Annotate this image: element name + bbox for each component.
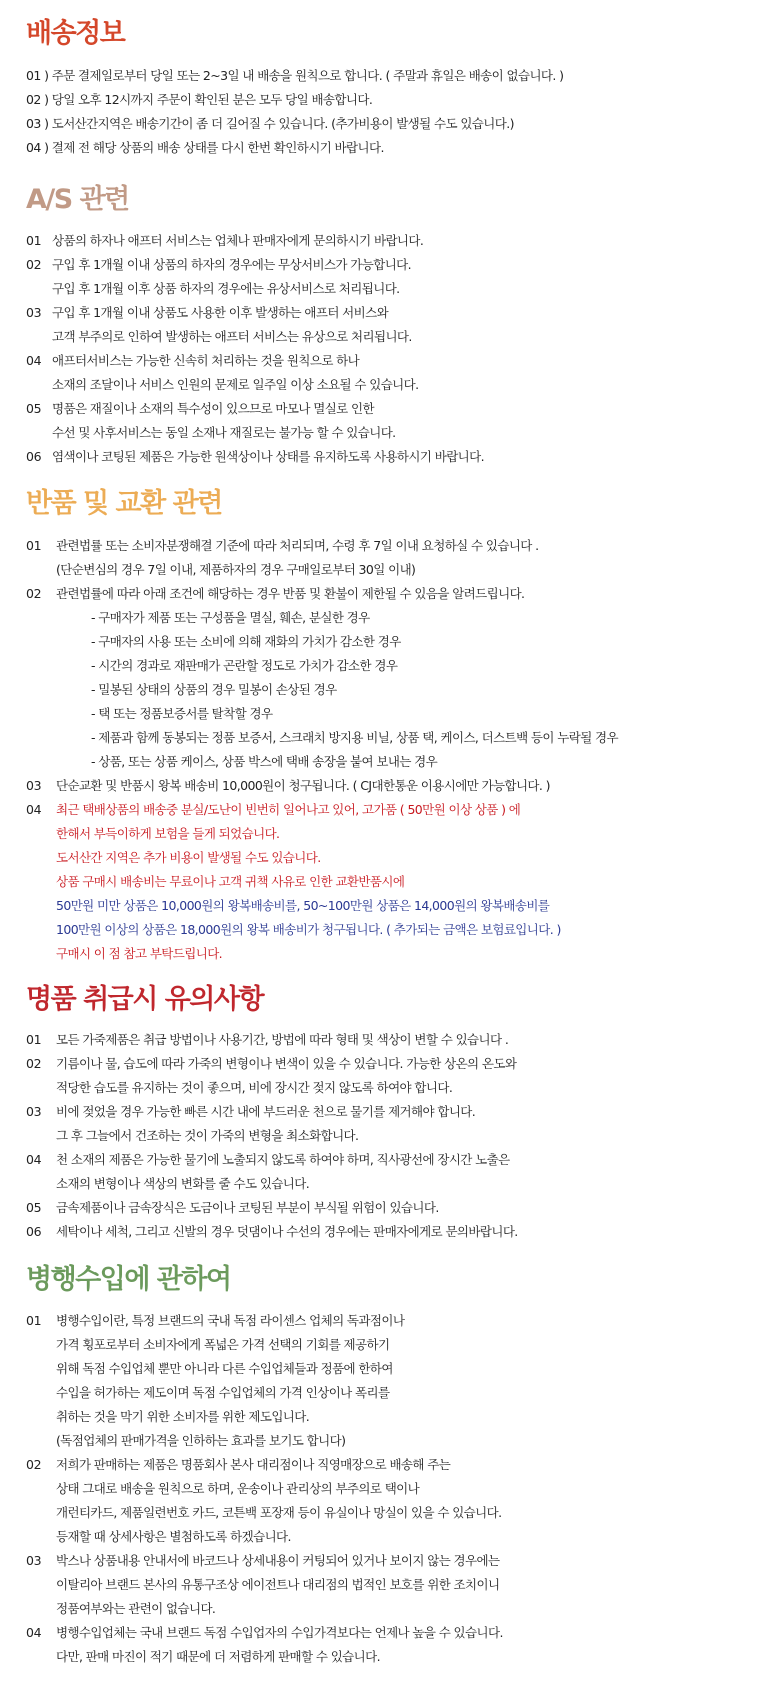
shipping-item-2: 02 ) 당일 오후 12시까지 주문이 확인된 분은 모두 당일 배송합니다. [26,92,373,107]
returns-number-2: 02 [26,586,42,601]
luxury-line-4: 비에 젖었을 경우 가능한 빠른 시간 내에 부드러운 천으로 물기를 제거해야 합니다. [56,1104,476,1119]
parallel-line-10: 등재할 때 상세사항은 별첨하도록 하겠습니다. [56,1529,291,1544]
luxury-title: 명품 취급시 유의사항 [26,984,264,1015]
returns-notice-5: 구매시 이 점 참고 부탁드립니다. [56,946,223,961]
parallel-line-1: 병행수입이란, 특정 브랜드의 국내 독점 라이센스 업체의 독과점이나 [56,1313,405,1328]
luxury-number-6: 06 [26,1224,42,1239]
returns-notice-3: 도서산간 지역은 추가 비용이 발생될 수도 있습니다. [56,850,321,865]
returns-number-1: 01 [26,538,42,553]
luxury-line-7: 소재의 변형이나 색상의 변화를 줄 수도 있습니다. [56,1176,310,1191]
shipping-title: 배송정보 [26,18,125,49]
parallel-line-3: 위해 독점 수입업체 뿐만 아니라 다른 수입업체들과 정품에 한하여 [56,1361,393,1376]
as-line-3: 구입 후 1개월 이후 상품 하자의 경우에는 유상서비스로 처리됩니다. [52,281,400,296]
parallel-number-1: 01 [26,1313,42,1328]
as-line-2: 구입 후 1개월 이내 상품의 하자의 경우에는 무상서비스가 가능합니다. [52,257,412,272]
luxury-number-1: 01 [26,1032,42,1047]
returns-notice-1: 최근 택배상품의 배송중 분실/도난이 빈번히 일어나고 있어, 고가품 ( 50만원 이상 상품 ) 에 [56,802,521,817]
returns-line-4: 단순교환 및 반품시 왕복 배송비 10,000원이 청구됩니다. ( CJ대한통운 이용시에만 가능합니다. ) [56,778,550,793]
luxury-number-3: 03 [26,1104,42,1119]
parallel-line-4: 수입을 허가하는 제도이며 독점 수입업체의 가격 인상이나 폭리를 [56,1385,390,1400]
returns-number-3: 03 [26,778,42,793]
shipping-item-4: 04 ) 결제 전 해당 상품의 배송 상태를 다시 한번 확인하시기 바랍니다. [26,140,384,155]
parallel-title: 병행수입에 관하여 [26,1264,231,1295]
parallel-line-14: 병행수입업체는 국내 브랜드 독점 수입업자의 수입가격보다는 언제나 높을 수 있습니다. [56,1625,503,1640]
luxury-line-1: 모든 가죽제품은 취급 방법이나 사용기간, 방법에 따라 형태 및 색상이 변할 수 있습니다 . [56,1032,509,1047]
as-line-1: 상품의 하자나 애프터 서비스는 업체나 판매자에게 문의하시기 바랍니다. [52,233,424,248]
returns-notice-4: 상품 구매시 배송비는 무료이나 고객 귀책 사유로 인한 교환반품시에 [56,874,405,889]
luxury-number-4: 04 [26,1152,42,1167]
parallel-line-12: 이탈리아 브랜드 본사의 유통구조상 에이전트나 대리점의 법적인 보호를 위한 조치이니 [56,1577,500,1592]
returns-line-2: (단순변심의 경우 7일 이내, 제품하자의 경우 구매일로부터 30일 이내) [56,562,416,577]
as-line-5: 고객 부주의로 인하여 발생하는 애프터 서비스는 유상으로 처리됩니다. [52,329,412,344]
returns-condition-5: - 택 또는 정품보증서를 탈착할 경우 [91,706,273,721]
luxury-line-5: 그 후 그늘에서 건조하는 것이 가죽의 변형을 최소화합니다. [56,1128,359,1143]
luxury-line-2: 기름이나 물, 습도에 따라 가죽의 변형이나 변색이 있을 수 있습니다. 가능한 상온의 온도와 [56,1056,517,1071]
returns-condition-4: - 밀봉된 상태의 상품의 경우 밀봉이 손상된 경우 [91,682,337,697]
parallel-line-6: (독점업체의 판매가격을 인하하는 효과를 보기도 합니다) [56,1433,346,1448]
as-number-1: 01 [26,233,42,248]
luxury-line-8: 금속제품이나 금속장식은 도금이나 코팅된 부분이 부식될 위험이 있습니다. [56,1200,439,1215]
as-line-7: 소재의 조달이나 서비스 인원의 문제로 일주일 이상 소요될 수 있습니다. [52,377,419,392]
shipping-item-3: 03 ) 도서산간지역은 배송기간이 좀 더 길어질 수 있습니다. (추가비용이 발생될 수도 있습니다.) [26,116,514,131]
as-number-4: 04 [26,353,42,368]
returns-fee-1: 50만원 미만 상품은 10,000원의 왕복배송비를, 50~100만원 상품은 14,000원의 왕복배송비를 [56,898,550,913]
as-line-10: 염색이나 코팅된 제품은 가능한 원색상이나 상태를 유지하도록 사용하시기 바랍니다. [52,449,484,464]
parallel-number-4: 04 [26,1625,42,1640]
returns-number-4: 04 [26,802,42,817]
luxury-line-3: 적당한 습도를 유지하는 것이 좋으며, 비에 장시간 젖지 않도록 하여야 합니다. [56,1080,453,1095]
luxury-line-6: 천 소재의 제품은 가능한 물기에 노출되지 않도록 하여야 하며, 직사광선에 장시간 노출은 [56,1152,510,1167]
parallel-line-11: 박스나 상품내용 안내서에 바코드나 상세내용이 커팅되어 있거나 보이지 않는 경우에는 [56,1553,500,1568]
parallel-line-13: 정품여부와는 관련이 없습니다. [56,1601,216,1616]
as-line-4: 구입 후 1개월 이내 상품도 사용한 이후 발생하는 애프터 서비스와 [52,305,389,320]
returns-title: 반품 및 교환 관련 [26,488,222,519]
returns-notice-2: 한해서 부득이하게 보험을 들게 되었습니다. [56,826,280,841]
shipping-item-1: 01 ) 주문 결제일로부터 당일 또는 2~3일 내 배송을 원칙으로 합니다. ( 주말과 휴일은 배송이 없습니다. ) [26,68,564,83]
parallel-line-5: 취하는 것을 막기 위한 소비자를 위한 제도입니다. [56,1409,310,1424]
parallel-line-9: 개런티카드, 제품일련번호 카드, 코튼백 포장재 등이 유실이나 망실이 있을 수 있습니다. [56,1505,502,1520]
returns-line-3: 관련법률에 따라 아래 조건에 해당하는 경우 반품 및 환불이 제한될 수 있음을 알려드립니다. [56,586,525,601]
parallel-line-2: 가격 횡포로부터 소비자에게 폭넓은 가격 선택의 기회를 제공하기 [56,1337,390,1352]
as-title: A/S 관련 [26,184,129,215]
parallel-line-15: 다만, 판매 마진이 적기 때문에 더 저렴하게 판매할 수 있습니다. [56,1649,380,1664]
returns-line-1: 관련법률 또는 소비자분쟁해결 기준에 따라 처리되며, 수령 후 7일 이내 요청하실 수 있습니다 . [56,538,539,553]
luxury-number-2: 02 [26,1056,42,1071]
parallel-line-7: 저희가 판매하는 제품은 명품회사 본사 대리점이나 직영매장으로 배송해 주는 [56,1457,451,1472]
returns-fee-2: 100만원 이상의 상품은 18,000원의 왕복 배송비가 청구됩니다. ( 추가되는 금액은 보험료입니다. ) [56,922,561,937]
luxury-line-9: 세탁이나 세척, 그리고 신발의 경우 덧댐이나 수선의 경우에는 판매자에게로 문의바랍니다. [56,1224,518,1239]
as-number-6: 06 [26,449,42,464]
returns-condition-1: - 구매자가 제품 또는 구성품을 멸실, 훼손, 분실한 경우 [91,610,370,625]
as-number-3: 03 [26,305,42,320]
parallel-number-2: 02 [26,1457,42,1472]
as-number-2: 02 [26,257,42,272]
returns-condition-6: - 제품과 함께 동봉되는 정품 보증서, 스크래치 방지용 비닐, 상품 택, 케이스, 더스트백 등이 누락될 경우 [91,730,619,745]
as-line-6: 애프터서비스는 가능한 신속히 처리하는 것을 원칙으로 하나 [52,353,360,368]
parallel-line-8: 상태 그대로 배송을 원칙으로 하며, 운송이나 관리상의 부주의로 택이나 [56,1481,420,1496]
as-line-8: 명품은 재질이나 소재의 특수성이 있으므로 마모나 멸실로 인한 [52,401,374,416]
returns-condition-2: - 구매자의 사용 또는 소비에 의해 재화의 가치가 감소한 경우 [91,634,401,649]
returns-condition-7: - 상품, 또는 상품 케이스, 상품 박스에 택배 송장을 붙여 보내는 경우 [91,754,438,769]
as-number-5: 05 [26,401,42,416]
returns-condition-3: - 시간의 경과로 재판매가 곤란할 정도로 가치가 감소한 경우 [91,658,398,673]
as-line-9: 수선 및 사후서비스는 동일 소재나 재질로는 불가능 할 수 있습니다. [52,425,396,440]
parallel-number-3: 03 [26,1553,42,1568]
luxury-number-5: 05 [26,1200,42,1215]
